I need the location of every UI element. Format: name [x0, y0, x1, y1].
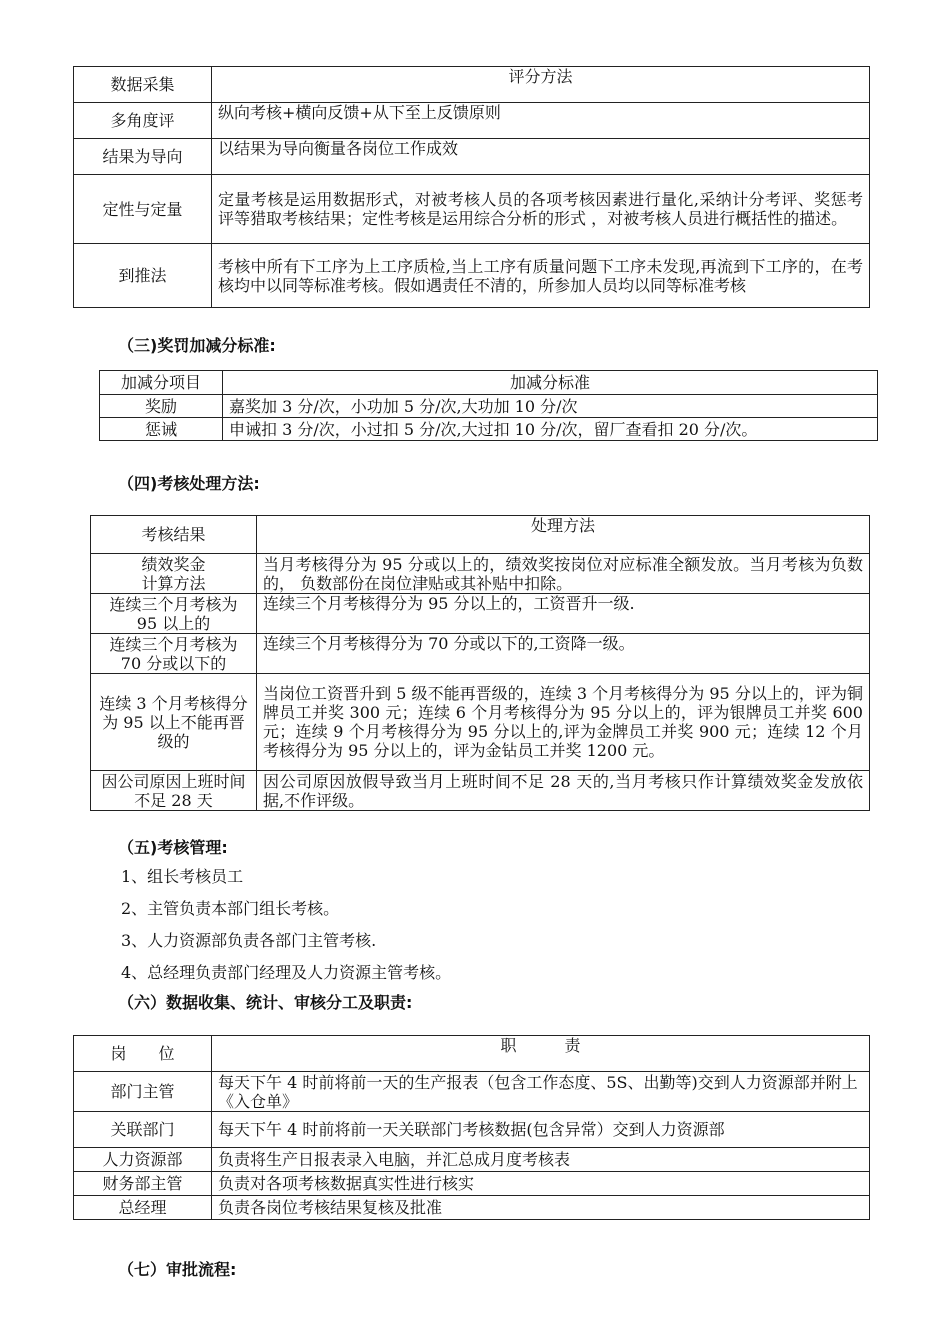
section-heading: （三)奖罚加减分标准:: [118, 336, 276, 355]
table-cell: 负责将生产日报表录入电脑，并汇总成月度考核表: [212, 1148, 870, 1172]
table-cell: 连续三个月考核得分为 95 分以上的，工资晋升一级.: [257, 594, 870, 634]
table-header-cell: 评分方法: [212, 67, 870, 103]
table-header-cell: 处理方法: [257, 516, 870, 554]
section-heading: （四)考核处理方法:: [118, 474, 260, 493]
table-cell: 人力资源部: [74, 1148, 212, 1172]
table-cell: 负责各岗位考核结果复核及批准: [212, 1196, 870, 1220]
table-cell: 奖励: [100, 395, 223, 418]
table-header-cell: 数据采集: [74, 67, 212, 103]
table-cell: 因公司原因上班时间不足 28 天: [91, 771, 257, 811]
table-header-cell: 加减分项目: [100, 371, 223, 395]
table-cell: 连续 3 个月考核得分为 95 以上不能再晋级的: [91, 674, 257, 771]
list-item: 2、主管负责本部门组长考核。: [121, 899, 340, 918]
section-heading: （六）数据收集、统计、审核分工及职责:: [118, 993, 413, 1012]
table-cell: 因公司原因放假导致当月上班时间不足 28 天的,当月考核只作计算绩效奖金发放依据,不作评级。: [257, 771, 870, 811]
table-header-cell: 考核结果: [91, 516, 257, 554]
table-cell: 定性与定量: [74, 175, 212, 244]
table-cell: 每天下午 4 时前将前一天的生产报表（包含工作态度、5S、出勤等)交到人力资源部并附上《入仓单》: [212, 1072, 870, 1112]
table-cell: 绩效奖金 计算方法: [91, 554, 257, 594]
table-cell: 结果为导向: [74, 139, 212, 175]
table-cell: 惩诫: [100, 418, 223, 441]
table-cell: 到推法: [74, 244, 212, 308]
section-heading: （五)考核管理:: [118, 838, 228, 857]
table-cell: 以结果为导向衡量各岗位工作成效: [212, 139, 870, 175]
table-header-cell: 职 责: [212, 1036, 870, 1072]
table-cell: 关联部门: [74, 1112, 212, 1148]
table-cell: 部门主管: [74, 1072, 212, 1112]
table-cell: 每天下午 4 时前将前一天关联部门考核数据(包含异常）交到人力资源部: [212, 1112, 870, 1148]
scoring-method-table: [73, 66, 870, 308]
responsibility-table: [73, 1035, 870, 1220]
assessment-handling-table: [90, 515, 870, 811]
reward-penalty-table: [99, 370, 878, 441]
table-cell: 连续三个月考核得分为 70 分或以下的,工资降一级。: [257, 634, 870, 674]
table-cell: 连续三个月考核为 95 以上的: [91, 594, 257, 634]
table-cell: 负责对各项考核数据真实性进行核实: [212, 1172, 870, 1196]
table-cell: 总经理: [74, 1196, 212, 1220]
list-item: 3、人力资源部负责各部门主管考核.: [121, 931, 377, 950]
table-header-cell: 加减分标准: [223, 371, 878, 395]
table-cell: 考核中所有下工序为上工序质检,当上工序有质量问题下工序未发现,再流到下工序的，在考核均中以同等标准考核。假如遇责任不清的，所参加人员均以同等标准考核: [212, 244, 870, 308]
table-cell: 嘉奖加 3 分/次，小功加 5 分/次,大功加 10 分/次: [223, 395, 878, 418]
table-cell: 多角度评: [74, 103, 212, 139]
table-cell: 纵向考核+横向反馈+从下至上反馈原则: [212, 103, 870, 139]
table-cell: 定量考核是运用数据形式，对被考核人员的各项考核因素进行量化,采纳计分考评、奖惩考评等猎取考核结果；定性考核是运用综合分析的形式 ，对被考核人员进行概括性的描述。: [212, 175, 870, 244]
section-heading: （七）审批流程:: [118, 1260, 237, 1279]
table-cell: 当岗位工资晋升到 5 级不能再晋级的，连续 3 个月考核得分为 95 分以上的，评为铜牌员工并奖 300 元；连续 6 个月考核得分为 95 分以上的，评为银牌员工并奖 600 元；连续 9 个月考核得分为 95 分以上的,评为金牌员工并奖 900 元；连续 12 个月考核得分为 95 分以上的，评为金钻员工并奖 1200 元。: [257, 674, 870, 771]
table-header-cell: 岗 位: [74, 1036, 212, 1072]
table-cell: 财务部主管: [74, 1172, 212, 1196]
table-cell: 连续三个月考核为 70 分或以下的: [91, 634, 257, 674]
list-item: 4、总经理负责部门经理及人力资源主管考核。: [121, 963, 452, 982]
table-cell: 当月考核得分为 95 分或以上的，绩效奖按岗位对应标准全额发放。当月考核为负数的， 负数部份在岗位津贴或其补贴中扣除。: [257, 554, 870, 594]
list-item: 1、组长考核员工: [121, 867, 244, 886]
table-cell: 申诫扣 3 分/次，小过扣 5 分/次,大过扣 10 分/次，留厂查看扣 20 分/次。: [223, 418, 878, 441]
